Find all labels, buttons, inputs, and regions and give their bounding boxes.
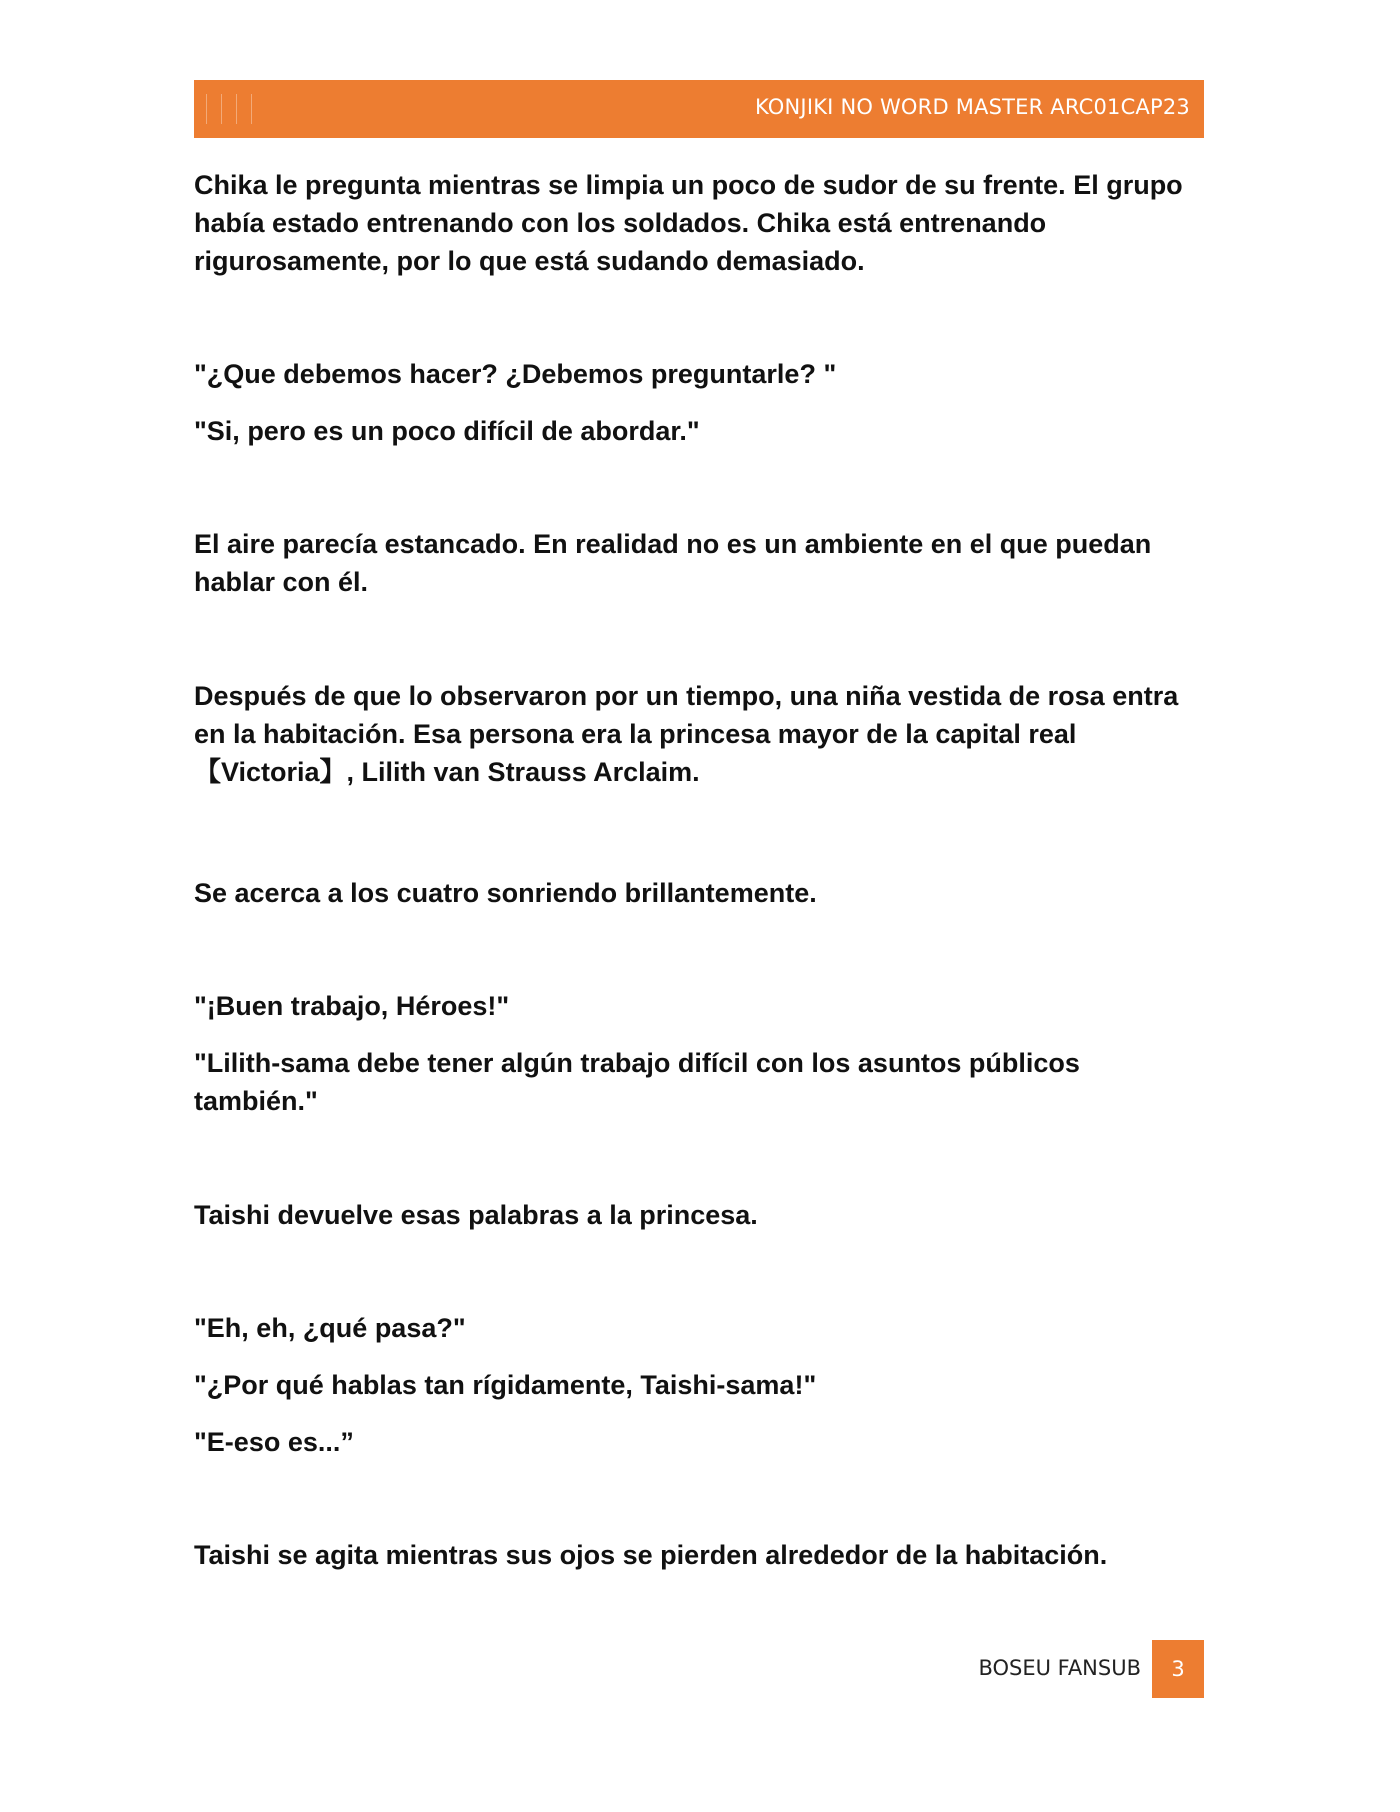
paragraph-1: Chika le pregunta mientras se limpia un poco de sudor de su frente. El grupo había estado entrenando con los soldados. Chika está entrenando rigurosamente, por lo que está sudando demasiado. bbox=[194, 170, 1183, 276]
paragraph-6: Taishi se agita mientras sus ojos se pierden alrededor de la habitación. bbox=[194, 1540, 1108, 1570]
dialogue-line-4: "Lilith-sama debe tener algún trabajo difícil con los asuntos públicos también." bbox=[194, 1048, 1080, 1116]
paragraph-2: El aire parecía estancado. En realidad no es un ambiente en el que puedan hablar con él. bbox=[194, 529, 1152, 597]
dialogue-line-5: "Eh, eh, ¿qué pasa?" bbox=[194, 1313, 466, 1343]
header-title: KONJIKI NO WORD MASTER ARC01CAP23 bbox=[754, 95, 1190, 119]
dialogue-line-1: "¿Que debemos hacer? ¿Debemos preguntarle? " bbox=[194, 359, 837, 389]
page-number: 3 bbox=[1152, 1640, 1204, 1698]
dialogue-line-3: "¡Buen trabajo, Héroes!" bbox=[194, 991, 510, 1021]
paragraph-5: Taishi devuelve esas palabras a la princesa. bbox=[194, 1200, 758, 1230]
footer-label: BOSEU FANSUB bbox=[978, 1656, 1141, 1680]
paragraph-4: Se acerca a los cuatro sonriendo brillantemente. bbox=[194, 878, 817, 908]
dialogue-line-7: "E-eso es...” bbox=[194, 1427, 354, 1457]
paragraph-3: Después de que lo observaron por un tiempo, una niña vestida de rosa entra en la habitación. Esa persona era la princesa mayor de la capital real 【Victoria】, Lilith van Strauss Arclaim. bbox=[194, 681, 1179, 787]
dialogue-line-2: "Si, pero es un poco difícil de abordar." bbox=[194, 416, 700, 446]
dialogue-line-6: "¿Por qué hablas tan rígidamente, Taishi-sama!" bbox=[194, 1370, 817, 1400]
page-footer bbox=[0, 1640, 1204, 1698]
header-decoration bbox=[206, 94, 252, 124]
header-bar bbox=[194, 80, 1204, 138]
